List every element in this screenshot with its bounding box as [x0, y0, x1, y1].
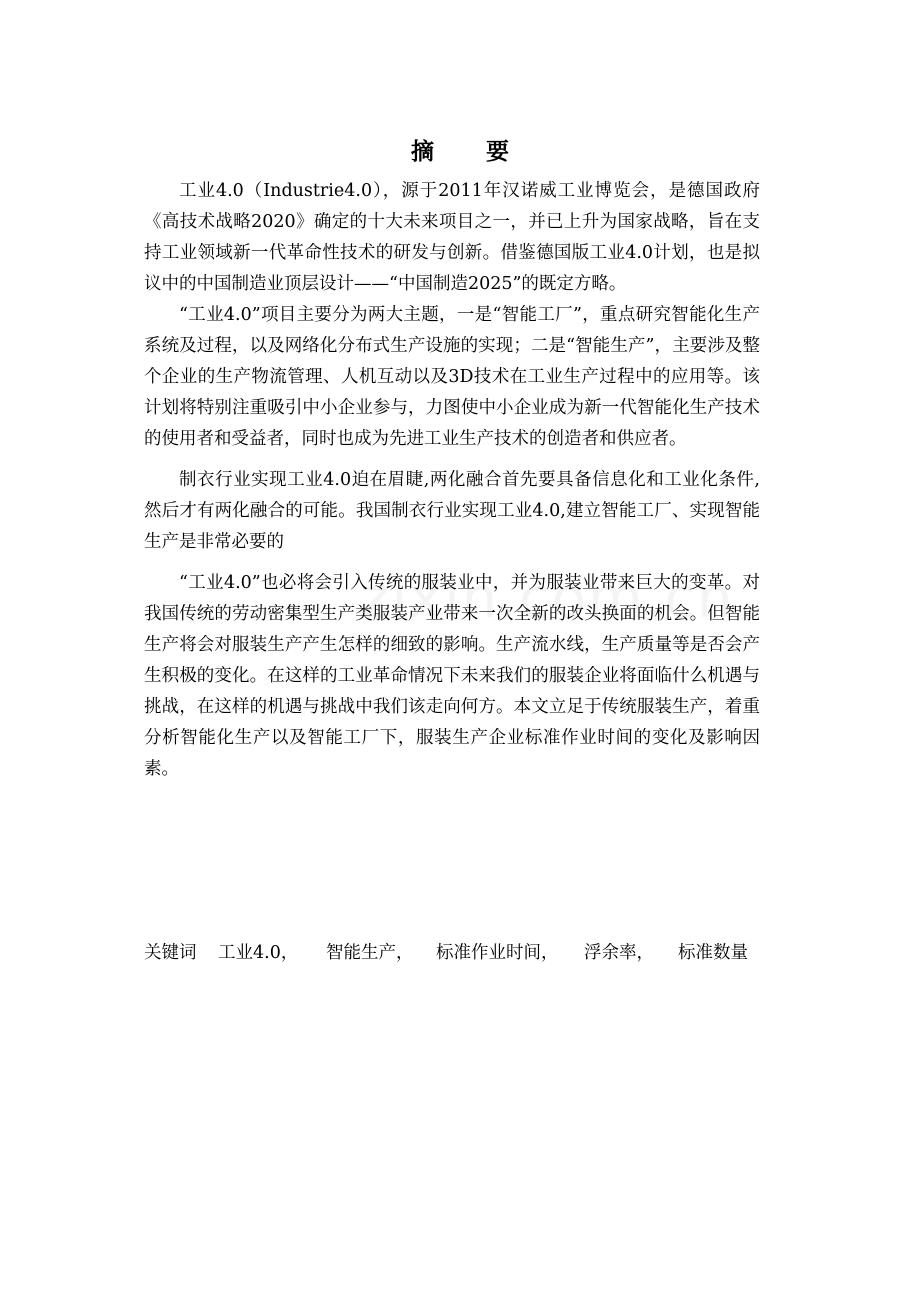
- abstract-paragraph-3: 制衣行业实现工业4.0迫在眉睫,两化融合首先要具备信息化和工业化条件,然后才有两化融合的可能。我国制衣行业实现工业4.0,建立智能工厂、实现智能生产是非常必要的: [144, 470, 760, 552]
- abstract-paragraph-1: 工业4.0（Industrie4.0），源于2011年汉诺威工业博览会，是德国政府《高技术战略2020》确定的十大未来项目之一，并已上升为国家战略，旨在支持工业领域新一代革命性技术的研发与创新。借鉴德国版工业4.0计划，也是拟议中的中国制造业顶层设计——“中国制造2025”的既定方略。: [144, 181, 760, 294]
- keyword-item: 标准数量: [678, 943, 748, 963]
- keyword-item: 工业4.0，: [218, 943, 299, 963]
- abstract-title: 摘 要: [410, 138, 531, 165]
- abstract-paragraph-4: “工业4.0”也必将会引入传统的服装业中，并为服装业带来巨大的变革。对我国传统的劳动密集型生产类服装产业带来一次全新的改头换面的机会。但智能生产将会对服装生产产生怎样的细致的影响。生产流水线，生产质量等是否会产生积极的变化。在这样的工业革命情况下未来我们的服装企业将面临什么机遇与挑战，在这样的机遇与挑战中我们该走向何方。本文立足于传统服装生产，着重分析智能化生产以及智能工厂下，服装生产企业标准作业时间的变化及影响因素。: [144, 573, 760, 779]
- keywords-label: 关键词: [144, 943, 197, 963]
- keywords-line: [144, 938, 804, 969]
- keyword-item: 标准作业时间，: [436, 943, 559, 963]
- keyword-item: 智能生产，: [326, 943, 414, 963]
- keyword-item: 浮余率，: [584, 943, 654, 963]
- abstract-paragraph-2: “工业4.0”项目主要分为两大主题，一是“智能工厂”，重点研究智能化生产系统及过程，以及网络化分布式生产设施的实现；二是“智能生产”，主要涉及整个企业的生产物流管理、人机互动以及3D技术在工业生产过程中的应用等。该计划将特别注重吸引中小企业参与，力图使中小企业成为新一代智能化生产技术的使用者和受益者，同时也成为先进工业生产技术的创造者和供应者。: [144, 305, 760, 449]
- abstract-body: [144, 176, 760, 785]
